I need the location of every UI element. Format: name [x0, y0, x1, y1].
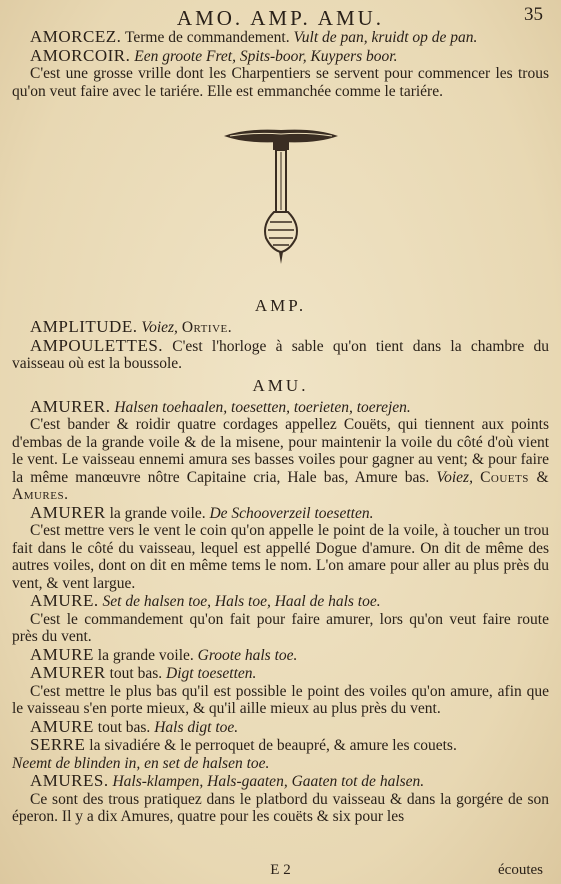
headword: AMURER — [30, 502, 106, 522]
headword: AMURER. — [30, 396, 111, 416]
entry-amurer-grande-voile — [12, 504, 549, 523]
definition: la sivadiére & le perroquet de beaupré, & amure les couets. — [85, 737, 457, 754]
headword: AMURER — [30, 663, 106, 682]
entry-body: C'est mettre vers le vent le coin qu'on appelle le point de la voile, à toucher un trou fait dans le côté du vaisseau, lequel est appellé Dogue d'amure. On dit de même des autres voiles, dont on dit en même tems le nom. L'on amare pour aller au plus près du vent, & vent largue. — [12, 522, 549, 592]
dutch-translation: De Schooverzeil toesetten. — [209, 504, 374, 522]
entry-amorcoir — [12, 47, 549, 66]
body-text: C'est bander & roidir quatre cordages appellez Couëts, qui tiennent aux points d'embas de la grande voile & de la misene, pour maintenir la voile du côté d'où vient le vent. Le vaisseau ennemi amura ses basses voiles pour gagner au vent; & pour faire la même manœuvre nôtre Capitaine cria, Hale bas, Amure bas. — [12, 416, 549, 486]
headword: AMORCOIR. — [30, 45, 131, 65]
headword: AMPOULETTES. — [30, 335, 164, 355]
signature-mark: E 2 — [270, 862, 291, 878]
dutch-translation: Groote hals toe. — [197, 646, 298, 664]
entry-amplitude — [12, 318, 549, 337]
entry-amure-grande-voile — [12, 646, 549, 665]
dutch-translation: Hals-klampen, Hals-gaaten, Gaaten tot de halsen. — [108, 773, 425, 790]
headword: SERRE — [30, 735, 86, 754]
definition: la grande voile. — [93, 646, 198, 664]
headword: AMURE — [30, 644, 94, 664]
entry-amures — [12, 772, 549, 791]
dutch-translation: Halsen toehaalen, toesetten, toerieten, toerejen. — [110, 398, 411, 416]
entry-amurer — [12, 398, 549, 417]
entry-amurer-tout-bas — [12, 664, 549, 683]
dutch-translation: Vult de pan, kruidt op de pan. — [293, 29, 478, 46]
cross-reference: Ortive. — [181, 319, 233, 336]
definition: tout bas. — [105, 665, 167, 682]
headword: AMURES. — [30, 771, 109, 790]
dutch-translation: Neemt de blinden in, en set de halsen toe. — [12, 754, 270, 772]
definition: tout bas. — [93, 718, 155, 736]
entry-body: C'est une grosse vrille dont les Charpentiers se servent pour commencer les trous qu'on veut faire avec le tariére. Elle est emmanchée comme le tariére. — [12, 65, 549, 100]
dutch-translation-line — [12, 755, 549, 773]
section-heading-amu: AMU. — [252, 375, 309, 395]
entry-amure — [12, 592, 549, 611]
auger-drawing — [216, 124, 346, 274]
entry-body: Ce sont des trous pratiquez dans le platbord du vaisseau & dans la gorgére de son éperon. Il y a dix Amures, quatre pour les couëts & six pour les — [12, 790, 549, 825]
entry-body — [12, 416, 549, 504]
running-head — [12, 4, 549, 28]
entry-ampoulettes — [12, 337, 549, 373]
auger-illustration — [12, 114, 549, 284]
entry-amure-tout-bas — [12, 718, 549, 737]
catchword: écoutes — [498, 862, 543, 878]
running-title: AMO. AMP. AMU. — [176, 6, 385, 30]
dutch-translation: Voiez, — [137, 319, 182, 336]
definition: Terme de commandement. — [121, 29, 294, 46]
cross-reference: Couets & Amures. — [12, 468, 550, 503]
headword: AMURE — [30, 716, 94, 736]
page-number: 35 — [524, 4, 543, 25]
headword: AMURE. — [30, 591, 99, 610]
entry-body: C'est le commandement qu'on fait pour faire amurer, lors qu'on veut faire route près du vent. — [12, 610, 549, 645]
dutch-translation: Een groote Fret, Spits-boor, Kuypers boor. — [130, 47, 398, 65]
headword: AMORCEZ. — [30, 27, 122, 46]
see-also: Voiez, — [436, 468, 481, 486]
section-heading-amp: AMP. — [254, 296, 307, 315]
dutch-translation: Set de halsen toe, Hals toe, Haal de hals toe. — [98, 593, 381, 610]
entry-serre — [12, 736, 549, 755]
entry-body: C'est mettre le plus bas qu'il est possible le point des voiles qu'on amure, afin que le vaisseau s'en porte mieux, & qu'il aille mieux au plus près du vent. — [12, 682, 549, 717]
headword: AMPLITUDE. — [30, 317, 138, 336]
dutch-translation: Hals digt toe. — [154, 718, 239, 736]
dutch-translation: Digt toesetten. — [166, 665, 257, 682]
page-footer — [12, 862, 549, 880]
definition: la grande voile. — [105, 504, 210, 522]
definition: C'est l'horloge à sable qu'on tient dans la chambre du vaisseau où est la boussole. — [12, 337, 549, 372]
